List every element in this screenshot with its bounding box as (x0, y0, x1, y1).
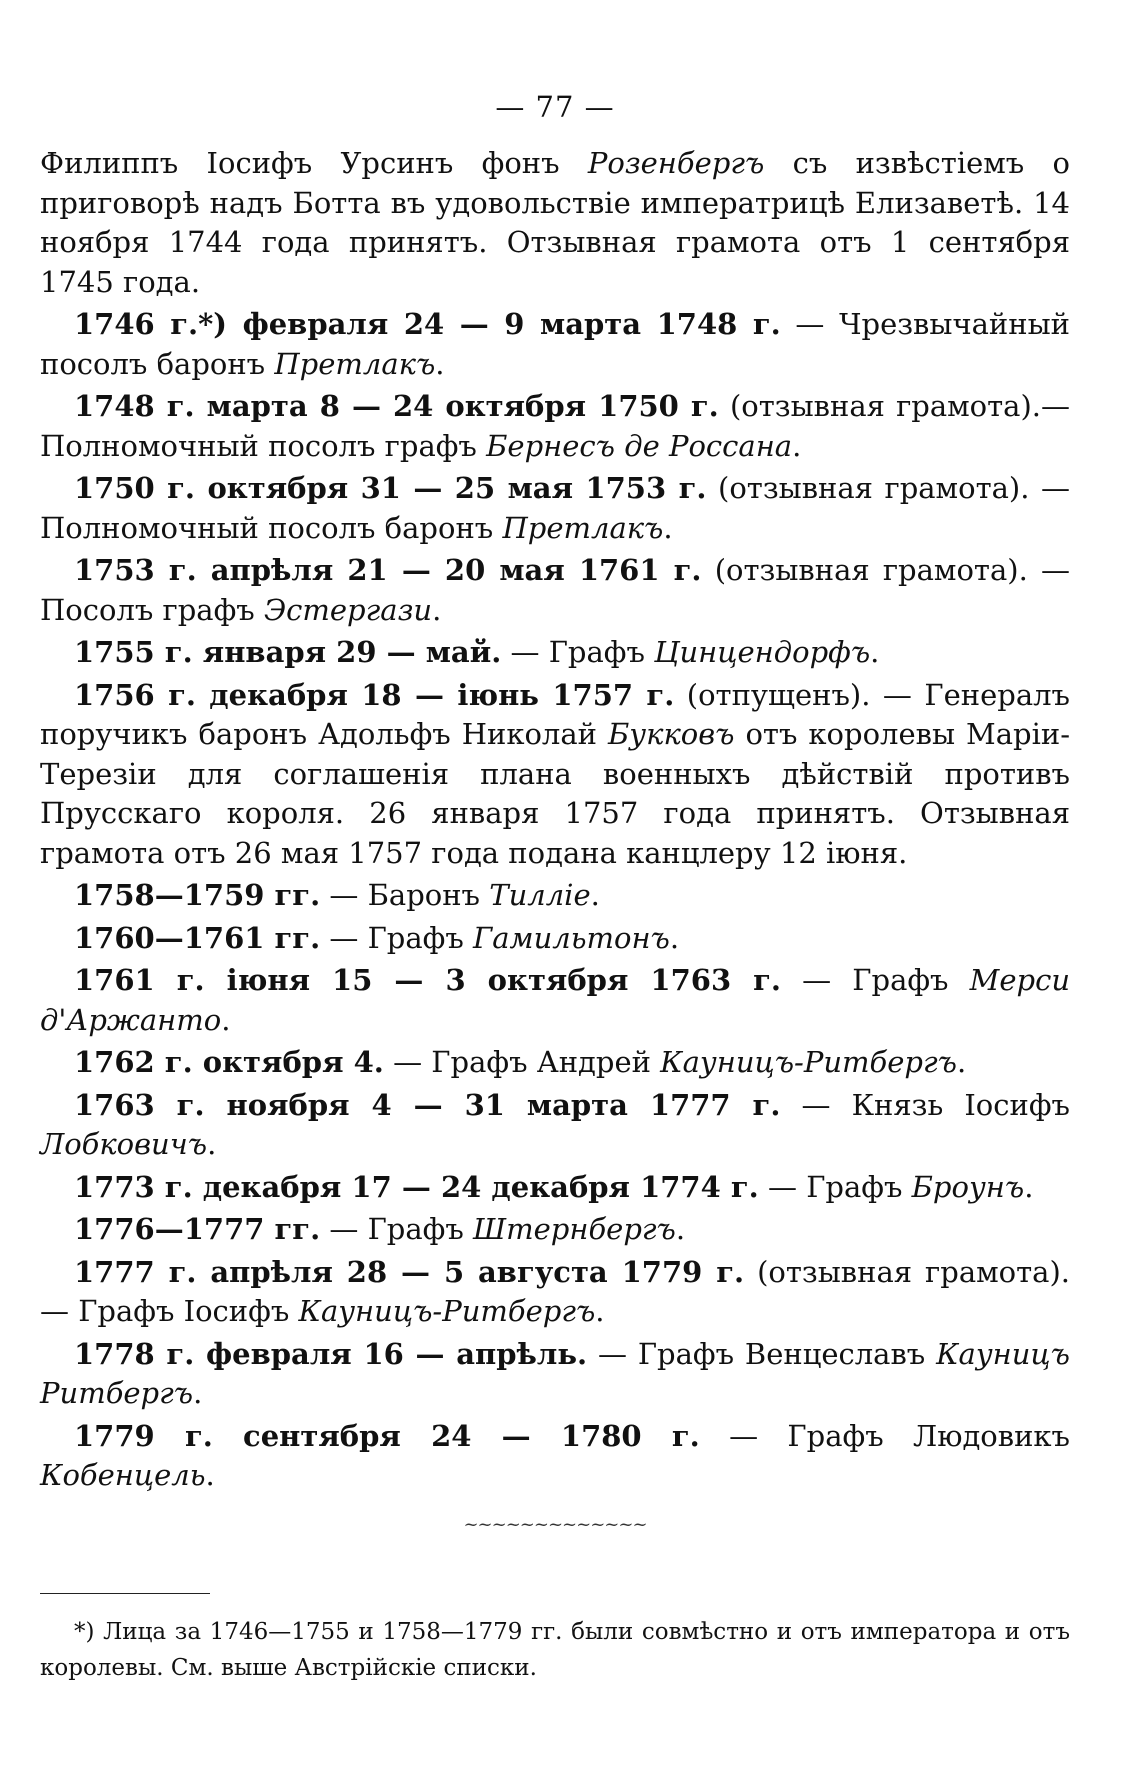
ornament-divider: ~~~~~~~~~~~~~ (463, 1513, 647, 1535)
entry-tail: . (663, 510, 673, 545)
entry-text: Филиппъ Іосифъ Урсинъ фонъ (40, 146, 588, 180)
entry-date: 1778 г. февраля 16 — апрѣль. (74, 1336, 588, 1371)
entry-person-name: Гамильтонъ (473, 920, 670, 955)
entry-date: 1761 г. іюня 15 — 3 октября 1763 г. (74, 963, 782, 997)
entry-paragraph (40, 305, 1070, 384)
entry-person-name: Эстергази (263, 592, 433, 627)
entry-person-name: Лобковичъ (40, 1127, 208, 1161)
entry-paragraph (40, 876, 1070, 916)
footnote-rule (40, 1593, 210, 1594)
entry-tail: . (435, 346, 445, 381)
book-page (40, 90, 1070, 1750)
entry-date: 1755 г. января 29 — май. (74, 635, 502, 669)
entry-text: — Графъ (781, 963, 970, 997)
entry-text: — Графъ (758, 1169, 912, 1204)
entry-person-name: Букковъ (608, 717, 735, 751)
entry-date: 1776—1777 гг. (74, 1212, 321, 1246)
entry-paragraph (40, 1253, 1070, 1332)
entry-tail: . (595, 1294, 605, 1328)
entry-person-name: Штернбергъ (473, 1212, 676, 1246)
entry-person-name: Кауницъ-Ритбергъ (660, 1045, 957, 1079)
entry-date: 1773 г. декабря 17 — 24 декабря 1774 г. (74, 1169, 759, 1204)
entry-text: (отзывная грамота). — Графъ Іосифъ (40, 1254, 1070, 1328)
entry-date: 1777 г. апрѣля 28 — 5 августа 1779 г. (74, 1254, 745, 1289)
entry-paragraph (40, 551, 1070, 630)
entry-person-name: Кауницъ-Ритбергъ (298, 1294, 596, 1328)
entry-text: (отзывная грамота). — Посолъ графъ (40, 553, 1070, 627)
entry-person-name: Бернесъ де Россана (486, 428, 793, 463)
entry-date: 1753 г. апрѣля 21 — 20 мая 1761 г. (74, 553, 702, 587)
entry-paragraph (40, 469, 1070, 548)
entry-person-name: Кобенцель (40, 1458, 206, 1492)
entry-paragraph (40, 1043, 1070, 1083)
entry-person-name: Тиллiе (489, 878, 591, 912)
entry-date: 1746 г.*) февраля 24 — 9 марта 1748 г. (74, 307, 781, 341)
entry-tail: . (590, 878, 600, 912)
entry-tail: . (207, 1127, 217, 1161)
entry-tail: съ извѣстіемъ о приговорѣ надъ Ботта въ удовольствіе императрицѣ Елизаветѣ. 14 ноября 1744 года принятъ. Отзывная грамота отъ 1 сентября 1745 года. (40, 146, 1071, 299)
entry-date: 1750 г. октября 31 — 25 мая 1753 г. (74, 471, 707, 505)
entry-tail: . (221, 1002, 231, 1037)
entry-paragraph (40, 144, 1070, 302)
entry-text: — Графъ (501, 635, 655, 669)
entry-date: 1758—1759 гг. (74, 878, 321, 912)
entry-paragraph (40, 387, 1070, 466)
entry-date: 1779 г. сентября 24 — 1780 г. (74, 1418, 700, 1453)
entry-tail: . (675, 1212, 686, 1246)
entry-list (40, 144, 1070, 1496)
entry-paragraph (40, 961, 1070, 1040)
entry-paragraph (40, 1417, 1070, 1496)
entry-person-name: Мерси д'Аржанто (40, 963, 1071, 1037)
entry-paragraph (40, 919, 1070, 959)
entry-date: 1756 г. декабря 18 — іюнь 1757 г. (74, 677, 675, 712)
entry-paragraph (40, 1210, 1070, 1250)
entry-text: — Графъ Андрей (383, 1045, 661, 1079)
entry-date: 1763 г. ноября 4 — 31 марта 1777 г. (74, 1087, 781, 1122)
entry-tail: . (870, 635, 880, 669)
entry-person-name: Цинцендорфъ (654, 635, 871, 669)
entry-paragraph (40, 633, 1070, 673)
entry-paragraph (40, 1168, 1070, 1208)
entry-tail: . (956, 1045, 967, 1079)
entry-person-name: Розенбергъ (587, 146, 765, 180)
entry-text: — Графъ Венцеславъ (587, 1336, 937, 1371)
entry-person-name: Броунъ (911, 1169, 1025, 1204)
entry-text: — Графъ (320, 920, 474, 955)
entry-tail: . (1024, 1169, 1034, 1204)
entry-tail: . (193, 1376, 203, 1410)
entry-paragraph (40, 1335, 1070, 1414)
entry-text: — Князь Іосифъ (780, 1087, 1070, 1122)
entry-tail: . (792, 428, 802, 463)
entry-text: (отзывная грамота). — Полномочный посолъ баронъ (40, 471, 1070, 545)
entry-text: — Графъ Людовикъ (699, 1418, 1070, 1453)
entry-date: 1760—1761 гг. (74, 920, 321, 955)
entry-text: — Графъ (320, 1212, 474, 1246)
entry-tail: отъ королевы Маріи-Терезіи для соглашенія плана военныхъ дѣйствій противъ Прусскаго короля. 26 января 1757 года принятъ. Отзывная грамота отъ 26 мая 1757 года подана канцлеру 12 іюня. (40, 717, 1070, 870)
entry-text: (отпущенъ). — Генералъ поручикъ баронъ Адольфъ Николай (40, 677, 1070, 751)
entry-date: 1748 г. марта 8 — 24 октября 1750 г. (74, 389, 719, 423)
entry-tail: . (432, 592, 442, 627)
entry-date: 1762 г. октября 4. (74, 1045, 384, 1079)
entry-person-name: Претлакъ (274, 346, 436, 381)
entry-text: — Чрезвычайный посолъ баронъ (40, 307, 1070, 381)
page-number: — 77 — (495, 90, 615, 124)
entry-person-name: Кауницъ Ритбергъ (40, 1336, 1070, 1410)
entry-tail: . (205, 1458, 215, 1492)
entry-text: — Баронъ (320, 878, 490, 912)
entry-person-name: Претлакъ (502, 510, 664, 545)
footnote: *) Лица за 1746—1755 и 1758—1779 гг. были совмѣстно и отъ императора и отъ королевы. См. выше Австрійскіе списки. (40, 1618, 1070, 1681)
entry-paragraph (40, 676, 1070, 874)
entry-text: (отзывная грамота).— Полномочный посолъ графъ (40, 389, 1070, 463)
entry-tail: . (669, 920, 680, 955)
entry-paragraph (40, 1086, 1070, 1165)
